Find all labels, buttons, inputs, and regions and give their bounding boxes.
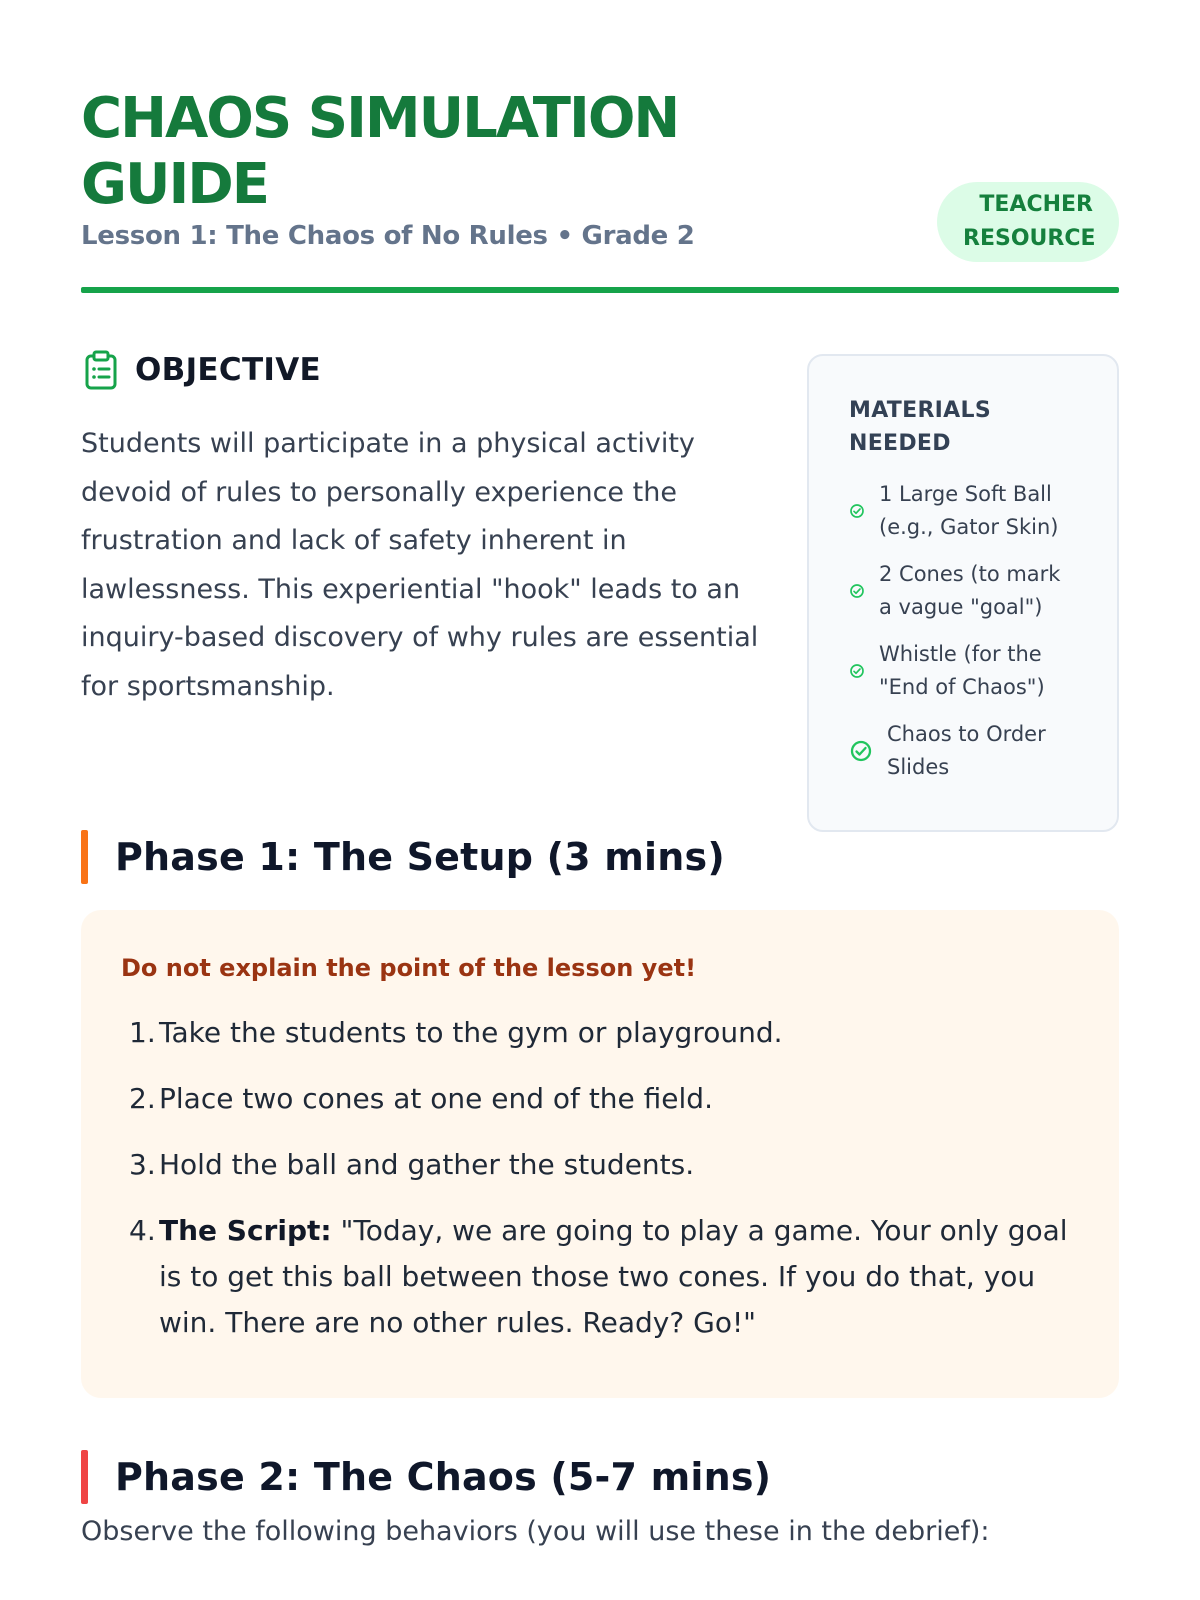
list-item (849, 718, 1077, 784)
step-number: 1. (129, 1016, 156, 1049)
teacher-resource-badge (937, 182, 1119, 262)
setup-instructions-box (81, 910, 1119, 1398)
step-text: Place two cones at one end of the field. (159, 1082, 713, 1115)
materials-list (849, 478, 1077, 784)
phase-2-title: Phase 2: The Chaos (5-7 mins) (115, 1455, 772, 1499)
step-text (159, 1208, 1079, 1346)
materials-heading: MATERIALS NEEDED (849, 398, 991, 456)
phase-1-section (81, 830, 1119, 1398)
step-text: Take the students to the gym or playground. (159, 1016, 783, 1049)
phase-accent-bar (81, 1450, 88, 1504)
script-label: The Script: (159, 1214, 332, 1247)
phase-accent-bar (81, 830, 88, 884)
list-item (121, 1208, 1079, 1346)
check-circle-icon (849, 739, 873, 763)
setup-steps (121, 1010, 1079, 1346)
step-text: Hold the ball and gather the students. (159, 1148, 695, 1181)
material-label: 1 Large Soft Ball (e.g., Gator Skin) (879, 482, 1059, 539)
objective-text: Students will participate in a physical activity devoid of rules to personally experience the frustration and lack of safety inherent in lawlessness. This experiential "hook" leads to an inquiry-based discovery of why rules are essential for sportsmanship. (81, 428, 759, 702)
material-label: 2 Cones (to mark a vague "goal") (879, 562, 1061, 619)
guide-header (81, 0, 1119, 300)
phase-2-heading-row (81, 1450, 1119, 1504)
list-item (121, 1076, 1079, 1122)
list-item (849, 478, 1077, 544)
phase-2-section (81, 1450, 1119, 1547)
phase-1-heading-row (81, 830, 1119, 884)
script-quote: "Today, we are going to play a game. Your only goal is to get this ball between those two cones. If you do that, you win. There are no other rules. Ready? Go!" (159, 1214, 1068, 1339)
step-number: 3. (129, 1148, 156, 1181)
list-item (121, 1010, 1079, 1056)
step-number: 2. (129, 1082, 156, 1115)
objective-section (81, 300, 1119, 830)
badge-label: TEACHER RESOURCE (963, 192, 1096, 251)
phase-1-title: Phase 1: The Setup (3 mins) (115, 835, 725, 879)
material-label: Whistle (for the "End of Chaos") (879, 642, 1045, 699)
page-title: CHAOS SIMULATION GUIDE (81, 86, 679, 217)
objective-heading-row (81, 350, 321, 390)
check-circle-icon (849, 583, 865, 599)
objective-heading: OBJECTIVE (135, 352, 321, 388)
phase-2-intro: Observe the following behaviors (you will use these in the debrief): (81, 1516, 990, 1547)
materials-card (807, 354, 1119, 832)
list-item (121, 1142, 1079, 1188)
step-number: 4. (129, 1214, 156, 1247)
setup-warning: Do not explain the point of the lesson yet! (121, 954, 697, 982)
header-divider (81, 287, 1119, 293)
material-label: Chaos to Order Slides (887, 722, 1046, 779)
list-item (849, 638, 1077, 704)
lesson-subtitle: Lesson 1: The Chaos of No Rules • Grade 2 (81, 221, 695, 251)
list-item (849, 558, 1077, 624)
clipboard-list-icon (81, 350, 121, 390)
check-circle-icon (849, 503, 865, 519)
check-circle-icon (849, 663, 865, 679)
